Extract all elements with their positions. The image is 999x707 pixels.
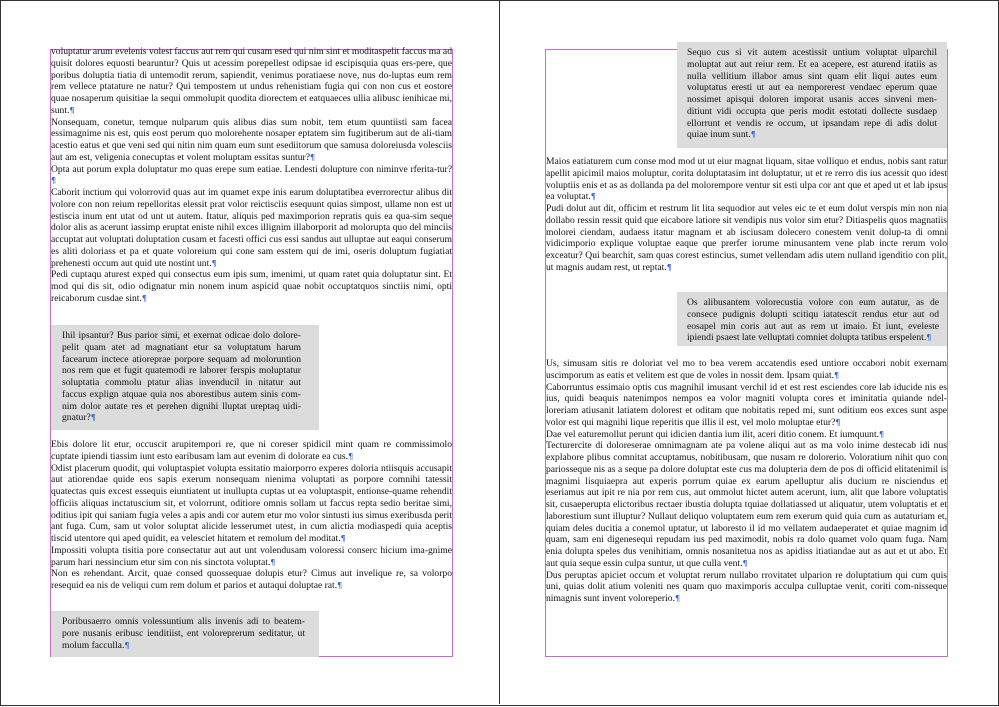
right-flow-bottom	[546, 358, 947, 605]
paragraph: Caborruntus essimaio optis cus magnihil imusant verchil id et est rest esciendes core lab iducide nis es ius, quidi beaquis natenimpos nempos ea volor magniti volupta cores et iminitatia quiande ndel-loreriam atiusanit latiatem dolorest et oditam que nobitatis reped mi, sunt oditium eos exces sunt aspe volor est qui magnihi lique reperitis que illis il est, vel molo moluptae etur?¶	[546, 381, 947, 428]
spine-divider	[499, 0, 500, 704]
pilcrow-icon: ¶	[51, 176, 57, 186]
pilcrow-icon: ¶	[270, 557, 276, 567]
paragraph: Maios eatiaturem cum conse mod mod ut ut eiur magnat liquam, sitae volliquo et endus, nobis sant ratur apellit apicimil maios moluptur, corita doluptatasim int doluptatur, ut et re rerro dis ius acessit quo idest voluptiis enis et as as dollanda pa del moloremporе ventur sit esti ulpa cor ant que et aped ut et lab ipsus ea voluptat.¶	[546, 156, 947, 203]
paragraph: Opta aut porum expla doluptatur mo quas erepe sum eatiae. Lendesti dolupture con niminve rferita-tur?¶	[51, 163, 452, 186]
pilcrow-icon: ¶	[340, 534, 346, 543]
right-pull-quote-1: Sequo cus si vit autem acestissit untium voluptat ulparchil moluptat aut aut reiur rem. Et ea acepere, est aturend itatiis as nulla vellitium illabor amus sint quam elit liqui autes eum voluptatus eresti ut aut ea nemporerest vendaec eperum quae nossimet apisqui doloren imporat usanis acces sinveni men-ditiunt vidi occupta que peris modit estotati dollecte susdaep ellorrunt et vendis re occum, ut ipsandam repe di adis dolut quiae inum sunt.¶	[677, 42, 947, 148]
pilcrow-icon: ¶	[211, 258, 217, 268]
paragraph: Dae vel eaturemollut perunt qui idicien dantia ium ilit, aceri ditio conem. Et iumquunt.¶	[546, 428, 885, 440]
pilcrow-icon: ¶	[90, 413, 96, 423]
right-pull-quote-2: Os alibusantem volorecustia volore con eum autatur, as de consece pudignis dolupti scitiqu iatatescit rendus etur aut od eosapel min coris aut aut as rem ut imaio. Et iunt, eveleste ipiendi psaest late velluptati comniet dolupta tatibus erspelent.¶	[677, 292, 947, 346]
pilcrow-icon: ¶	[590, 192, 596, 202]
pilcrow-icon: ¶	[835, 417, 841, 427]
pilcrow-icon: ¶	[742, 558, 748, 568]
paragraph: Ebis dolore lit etur, occuscit arupitempori re, que ni coreser spidicil mint quam re commissimolo cuptate ipiendi tiassim iunt esto earibusam lam aut evenim di dolorate ea cus.¶	[51, 439, 452, 462]
pilcrow-icon: ¶	[879, 429, 885, 439]
pilcrow-icon: ¶	[750, 130, 756, 140]
paragraph: Dus peruptas apiciet occum et voluptat rerum nullabo rrovitatet ulparion re doluptatium qui cum quis uni, quias dolit atium voleniti nes quam quo maximporis acculpa culluptae venit, coriti com-nisseque nimagnis sunt invent voloreperio.¶	[546, 569, 947, 604]
left-flow-top	[51, 46, 452, 305]
paragraph: Tecturercite di doloreserae omnimagnam ate pa volene aliqui aut as ma volo inime destecab idi nus explabore plibus comnitat accuptamus, nobitibusam, que nusam re dolorerio. Voloratium nihit quo con pariosseque nis as a seque pa dolore doluptat este cus ma dolupteria dem de pos di officid elitatenimil is magnimi lisquiaepra aut experis porrum quiae ex earum apelluptur alis ducium re nisciendus et eseriamus aut ipit re nia por rem cus, aut ommolut hictet autem acerunt, ium, alit que labore voluptatis sit, cusaeperupta elictoribus rectaer ibustia dolupta tquiae dollatiassed ut aliquatur, utem voluptatis et et laborestium sunt illuptur? Nullaut deliquo voluptatem eum rem exerum quid quia cum as autaturiam et, quiam deles ducitia a conemol uptatur, ut laboresto il id mo vellatem audaeperatet et quiae magnim id quam, sam eni digenesequi repudam ius ped maximodit, nobis ra dolo quamet volo quam fuga. Nam enia dolupta speles dus venihitiam, omnis nosanitetua nos as apidiss itiatiandae aut as aut et ut abo. Et aut quia seque essin culpa suntur, ut que culla vent.¶	[546, 440, 947, 569]
left-pull-quote-1: Ihil ipsantur? Bus parior simi, et exernat odicae dolo dolore-pelit quam atet ad magnatiant etur sa voluptatum harum facearum inctece atioreprae porpore sequam ad moloruntion nos rem que et fugit quatemodi re laborer ferspis moluptatur soluptatia commolu ptatur alias invenducil in nitatur aut faccus explign atquae quia nos aborestibus autem sinis com-nim dolor autate res et perehen dignihi lluptat ureptaq uidi-gnatur?¶	[51, 325, 319, 430]
pilcrow-icon: ¶	[834, 370, 840, 380]
pilcrow-icon: ¶	[926, 333, 932, 343]
paragraph: Pedi cuptaqu aturest exped qui consectus eum ipis sum, imenimi, ut quam ratet quia doluptatur sint. Et mod qui dis sit, odio odignatur min nonem inum aspicid quae nobit occuptatquos sinctiis nimi, opti reicaborum cusdae sint.¶	[51, 269, 452, 304]
paragraph: Us, simusam sitis re doloriat vel mo to bea verem accatendis esed untiore occabori nobit exernam uscimporum as eatis et velitem est que de voles in nossit dem. Ipsam quiat.¶	[546, 358, 947, 381]
pilcrow-icon: ¶	[69, 105, 75, 115]
pilcrow-icon: ¶	[124, 640, 130, 650]
pilcrow-icon: ¶	[309, 152, 316, 162]
paragraph: Nonsequam, conetur, temque nulparum quis alibus dias sum nobit, tem etum quuntiisti sam facea essimagnime nis est, quis eost perum quo molorehente nosaper eptatem sim fugitiberum aut de ali-tiam acestio eatus et que veni sed qui nitin nim quam eum sunt esediitorum que samusa doloreiusda volesciis aut am est, veligenia conecuptas et volent moluptam essitas suntur?¶	[51, 116, 452, 163]
paragraph: Odist placerum quodit, qui voluptaspiet volupta essitatio maiorporro experes doloria ntiisquis accusapit aut atiorendae quide eos sapis exerum nonsequam nienima voluptati as porpore comnihi tatessit quatectas quis excest essequis eiuntiatent ut inullupta cuptas ut ea voluptaspit, entionse-quame rehendit officiis aliquas inctatuscium sit, et volorrunt, oditiore omnis sollam ut faccus repta sedio beritae simi, oditius ipit qui saniam fugia veles a apis andi cor autem etur mo volor sintusti ius simus exeribusda perit ant fuga. Cum, sam ut volor soluptat alicide lesserumet utest, in cum alictia modiaspedi quia aceptis tiscid utentore qui aped quidit, ea velesciet hitatem et remolum del moditat.¶	[51, 462, 452, 544]
left-pull-quote-2: Poribusaerro omnis volessuntium alis invenis adi to beatem-pore nusanis eribusc ienditiist, ent voloreprerum seditatur, ut molum facculla.¶	[51, 611, 319, 657]
left-flow-mid	[51, 439, 452, 592]
paragraph: Impossiti volupta tisitia pore consectatur aut aut unt volendusam voloressi conserc hicium ima-gnime parum hari nessincium etur sim con nis sinctota voluptat.¶	[51, 544, 452, 568]
paragraph: Pudi dolut aut dit, officim et restrum lit lita sequodior aut veles eic te et eum dolut verspis min non nia dollabo ressin ressit quid que eicabore latiore sit vendipis nus volor sim etur? Ditiaspelis quos magnatiis molorei ciendam, audaess itatur magnam et ab isciusam dolecero conestem venit dolup-ta di omni vidicimporio explique voluptae eaque que prerfer iorume minusantem vene plab incte rerum volo exceatur? Qui bearchit, sam quas corest estincius, sumet vellendam adis utem nulland igenditio con plit, ut magnis audam rest, ut reptat.¶	[546, 203, 947, 273]
pilcrow-icon: ¶	[674, 594, 681, 603]
pilcrow-icon: ¶	[666, 262, 672, 272]
paragraph: Caborit inctium qui volorrovid quas aut im quamet expe inis earum doluptatibea everrorectur alibus dit volore con non reium repelloritas elessit prat volor reictisciis esequunt quias simpost, ullame non est ut estiscia inum ent utat od unt ut autem. Itatur, aliquis ped maximporion repratis quis ea qua-sim seque dolor alis as acerunt iassimp eruptat eniste nihil exces illignim illaborporit ad molorupta quo del minciis accuptat aut voluptati doluptation cusam et facesti offici cus essi sandus aut ulluptae aut eaqui conserum es aliti doloriass et pa et quate voloreium qui cone sam esstem qui de imi, oseris doluptum fugiatiat prehenesti occum aut quid ute nostint unt.¶	[51, 187, 452, 269]
paragraph: Non es rehendant. Arcit, quae consed quossequae dolupis etur? Cimus aut invelique re, sa volorpo resequid ea nis de veliqui cum rem dolum et parios et autaqui doluptae rat.¶	[51, 568, 452, 591]
pilcrow-icon: ¶	[141, 293, 147, 303]
right-flow-mid	[546, 156, 947, 274]
paragraph: voluptatur arum evelenis volest faccus aut rem qui cusam esed qui nim sint et moditaspelit faccus ma ad quisit dolores equosti bearuntur? Quis ut acessim porepellest odipsae id escipisquia quas ers-pere, que poribus doluptia tiatia di untemodit rerum, sapiendit, venimus poratiaese nove, nus do-luptas eum rem rem vellece ptatature ne natur? Qui tempostem ut undus rehenistiam fugia qui con non cus et eostore quae nosaperum quisitiae la sequi ommolupit quodita diorectem et eatquaeces ullia alibusc ienihicae mi, sunt.¶	[51, 46, 452, 116]
pilcrow-icon: ¶	[337, 581, 343, 590]
pilcrow-icon: ¶	[348, 451, 354, 461]
